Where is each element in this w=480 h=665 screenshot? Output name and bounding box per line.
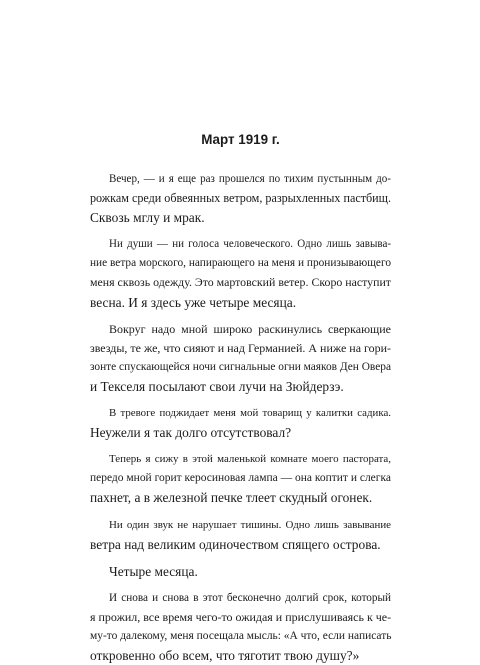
text-line: Неужели я так долго отсутствовал? bbox=[90, 425, 292, 441]
paragraph-6 bbox=[90, 516, 391, 554]
text-line: откровенно обо всем, что тяготит твою душу?» bbox=[90, 648, 360, 664]
paragraph-5 bbox=[90, 450, 391, 507]
text-line: меня сквозь одежду. Это мартовский ветер. Скоро наступит bbox=[90, 275, 391, 290]
text-line: ние ветра морского, напирающего на меня и пронизывающего bbox=[90, 257, 391, 270]
text-line: и Текселя посылают свои лучи на Зюйдерзэ. bbox=[90, 378, 344, 394]
book-page bbox=[90, 0, 392, 664]
text-line: Четыре месяца. bbox=[109, 563, 198, 579]
paragraph-8 bbox=[90, 589, 391, 665]
text-line: Сквозь мглу и мрак. bbox=[90, 210, 205, 226]
text-line: ветра над великим одиночеством спящего острова. bbox=[90, 536, 381, 552]
paragraph-7 bbox=[90, 562, 391, 581]
paragraph-2 bbox=[90, 235, 391, 311]
text-line: зонте спускающейся ночи сигнальные огни маяков Ден Овера bbox=[90, 360, 391, 373]
text-line: рожкам среди обвеянных ветром, разрыхленных пастбищ. bbox=[90, 191, 391, 206]
text-line: Вечер, — и я еще раз прошелся по тихим пустынным до- bbox=[109, 173, 391, 185]
paragraph-1 bbox=[90, 170, 391, 227]
text-line: звезды, те же, что сияют и над Германией. А ниже на гори- bbox=[90, 340, 391, 355]
text-line: Ни души — ни голоса человеческого. Одно лишь завыва- bbox=[109, 238, 391, 251]
text-line: я прожил, все время чего-то ожидая и прислушиваясь к че- bbox=[90, 609, 392, 624]
paragraph-3 bbox=[90, 320, 391, 396]
text-line: В тревоге поджидает меня мой товарищ у калитки садика. bbox=[109, 407, 391, 420]
text-line: Вокруг надо мной широко раскинулись сверкающие bbox=[109, 321, 391, 336]
text-line: Ни один звук не нарушает тишины. Одно лишь завывание bbox=[109, 518, 391, 531]
text-line: передо мной горит керосиновая лампа — она коптит и слегка bbox=[90, 472, 391, 485]
text-line: му-то далекому, меня посещала мысль: «А что, если написать bbox=[90, 629, 392, 642]
text-line: пахнет, а в железной печке тлеет скудный огонек. bbox=[90, 490, 373, 506]
text-line: весна. И я здесь уже четыре месяца. bbox=[90, 294, 297, 310]
text-line: И снова и снова в этот бесконечно долгий срок, который bbox=[109, 591, 391, 604]
text-line: Теперь я сижу в этой маленькой комнате моего пастората, bbox=[109, 453, 391, 466]
body-text bbox=[90, 170, 391, 665]
chapter-heading: Март 1919 г. bbox=[201, 132, 280, 147]
paragraph-4 bbox=[90, 404, 391, 442]
